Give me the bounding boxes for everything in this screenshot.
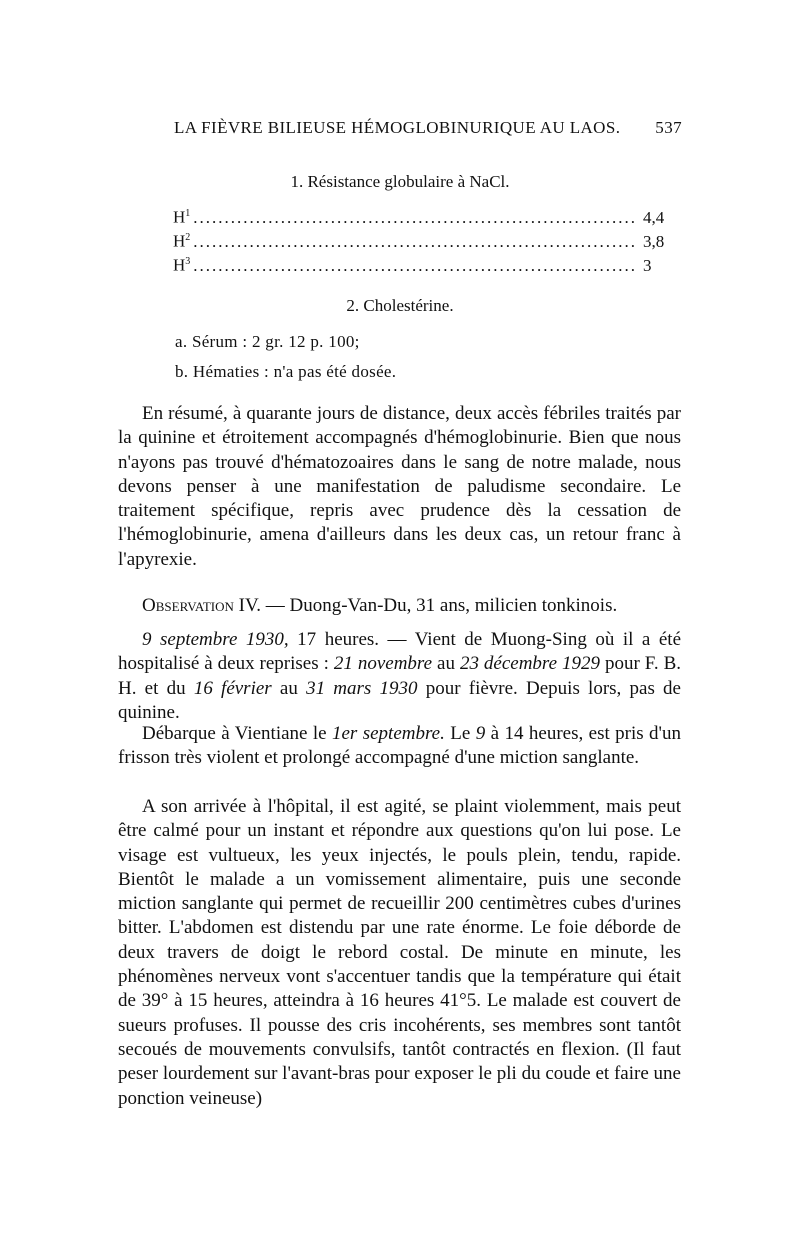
summary-paragraph: En résumé, à quarante jours de distance, deux accès fébriles traités par la quinine et étroitement accompagnés d'hémoglobinurie. Bien que nous n'ayons pas trouvé d'hématozoaires dans le sang de notre malade, nous devons penser à une manifestation de paludisme secondaire. Le traitement spécifique, repris avec prudence dès la cessation de l'hémoglobinurie, amena d'ailleurs dans les deux cas, un retour franc à l'apyrexie.: [118, 403, 681, 570]
paragraph-arrivee: A son arrivée à l'hôpital, il est agité, se plaint violemment, mais peut être calmé pour un instant et répondre aux questions qu'on lui pose. Le visage est vultueux, les yeux injectés, le pouls plein, tendu, rapide. Bientôt le malade a un vomissement alimentaire, puis une seconde miction sanglante qui permet de recueillir 200 centimètres cubes d'urines bitter. L'abdomen est distendu par une rate énorme. Le foie déborde de deux travers de doigt le rebord costal. De minute en minute, les phénomènes nerveux vont s'accentuer tandis que la température qui était de 39° à 15 heures, atteindra à 16 heures 41°5. Le malade est couvert de sueurs profuses. Il pousse des cris incohérents, ses membres sont tantôt secoués de mouvements convulsifs, tantôt contractés en flexion. (Il faut peser lourdement sur l'avant-bras pour exposer le pli du coude et faire une ponction veineuse): [118, 796, 681, 1109]
table-row: [173, 251, 652, 275]
row-label: $H^1$: [173, 207, 191, 227]
running-head-title: LA FIÈVRE BILIEUSE HÉMOGLOBINURIQUE AU LAOS.: [174, 118, 621, 137]
observation-text: — Duong-Van-Du, 31 ans, milicien tonkinois.: [261, 595, 618, 616]
page-number: 537: [655, 118, 682, 137]
row-value: 4,4: [643, 207, 665, 227]
cholesterine-line-a: a. Sérum : 2 gr. 12 p. 100;: [175, 332, 360, 351]
leader-dots: .......................................................................: [193, 207, 638, 227]
running-head: [174, 118, 682, 138]
table-row: [173, 227, 665, 251]
table-row: [173, 203, 665, 227]
cholesterine-line-b: b. Hématies : n'a pas été dosée.: [175, 362, 397, 381]
paragraph-debarque: Débarque à Vientiane le 1er septembre. Le 9 à 14 heures, est pris d'un frisson très violent et prolongé accompagné d'une miction sanglante.: [118, 723, 681, 769]
section-heading-resistance: 1. Résistance globulaire à NaCl.: [290, 172, 510, 191]
row-label: $H^3$: [173, 255, 191, 275]
observation-heading: [118, 594, 681, 618]
row-value: 3,8: [643, 231, 665, 251]
section-heading-cholesterine: 2. Cholestérine.: [346, 296, 454, 315]
row-value: 3: [643, 255, 652, 275]
row-label: $H^2$: [173, 231, 191, 251]
paragraph-sept-9: 9 septembre 1930, 17 heures. — Vient de Muong-Sing où il a été hospitalisé à deux reprises : 21 novembre au 23 décembre 1929 pour F. B. H. et du 16 février au 31 mars 1930 pour fièvre. Depuis lors, pas de quinine.: [118, 629, 682, 723]
leader-dots: .......................................................................: [193, 255, 638, 275]
leader-dots: .......................................................................: [193, 231, 638, 251]
observation-label: Observation IV.: [142, 595, 261, 616]
